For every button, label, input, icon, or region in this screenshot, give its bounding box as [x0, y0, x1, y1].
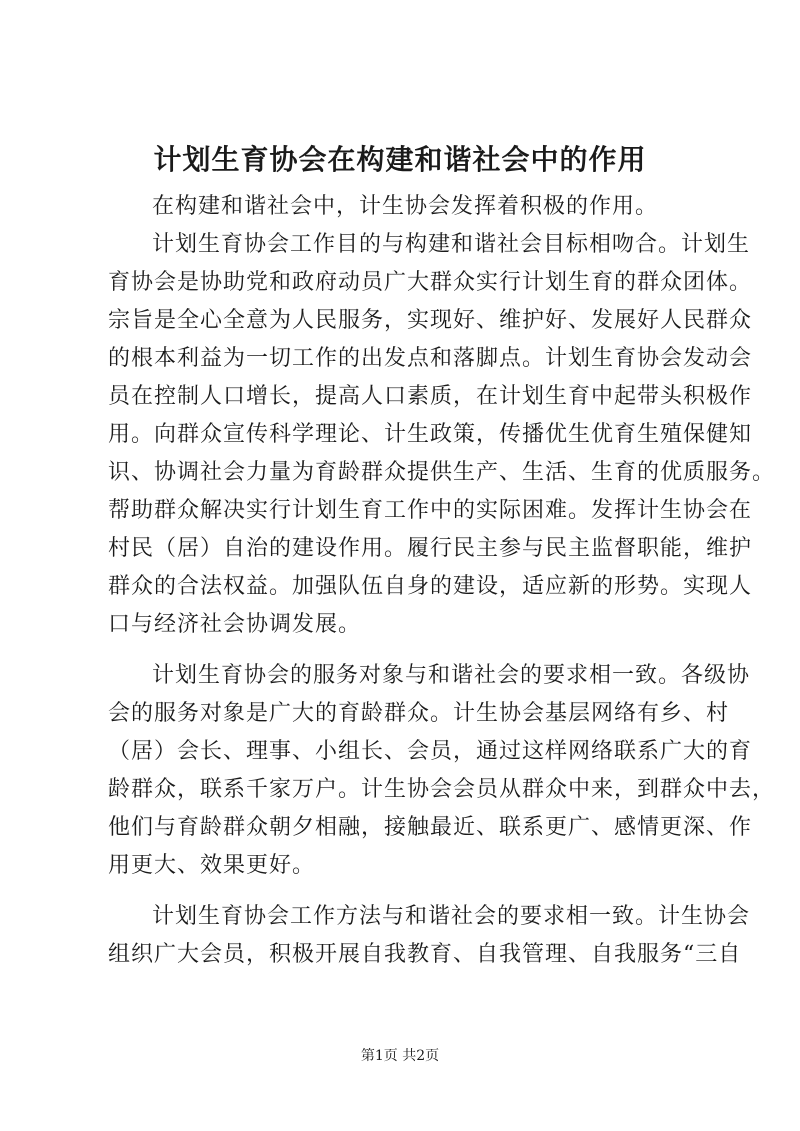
paragraph-line: 村民（居）自治的建设作用。履行民主参与民主监督职能，维护 [108, 536, 753, 561]
paragraph-line: 组织广大会员，积极开展自我教育、自我管理、自我服务“三自 [108, 942, 742, 967]
paragraph-line: 龄群众，联系千家万户。计生协会会员从群众中来，到群众中去， [108, 777, 776, 802]
paragraph-line: 的根本利益为一切工作的出发点和落脚点。计划生育协会发动会 [108, 346, 753, 371]
paragraph-line: 计划生育协会的服务对象与和谐社会的要求相一致。各级协 [152, 663, 751, 688]
paragraph-line: （居）会长、理事、小组长、会员，通过这样网络联系广大的育 [108, 739, 753, 764]
paragraph-line: 他们与育龄群众朝夕相融，接触最近、联系更广、感情更深、作 [108, 815, 753, 840]
paragraph-line: 用更大、效果更好。 [108, 853, 316, 878]
paragraph-line: 群众的合法权益。加强队伍自身的建设，适应新的形势。实现人 [108, 574, 753, 599]
paragraph-line: 识、协调社会力量为育龄群众提供生产、生活、生育的优质服务。 [108, 460, 776, 485]
paragraph-line: 员在控制人口增长，提高人口素质，在计划生育中起带头积极作 [108, 384, 753, 409]
paragraph-line: 口与经济社会协调发展。 [108, 612, 362, 637]
paragraph-line: 计划生育协会工作目的与构建和谐社会目标相吻合。计划生 [152, 232, 751, 257]
paragraph-line: 宗旨是全心全意为人民服务，实现好、维护好、发展好人民群众 [108, 308, 753, 333]
paragraph-line: 计划生育协会工作方法与和谐社会的要求相一致。计生协会 [152, 904, 751, 929]
paragraph-line: 会的服务对象是广大的育龄群众。计生协会基层网络有乡、村 [108, 701, 730, 726]
page-number-footer: 第1页 共2页 [360, 1048, 440, 1064]
paragraph-line: 在构建和谐社会中，计生协会发挥着积极的作用。 [152, 194, 659, 219]
paragraph-line: 用。向群众宣传科学理论、计生政策，传播优生优育生殖保健知 [108, 422, 753, 447]
paragraph-line: 帮助群众解决实行计划生育工作中的实际困难。发挥计生协会在 [108, 498, 753, 523]
paragraph-line: 育协会是协助党和政府动员广大群众实行计划生育的群众团体。 [108, 270, 753, 295]
page-title: 计划生育协会在构建和谐社会中的作用 [153, 143, 647, 176]
